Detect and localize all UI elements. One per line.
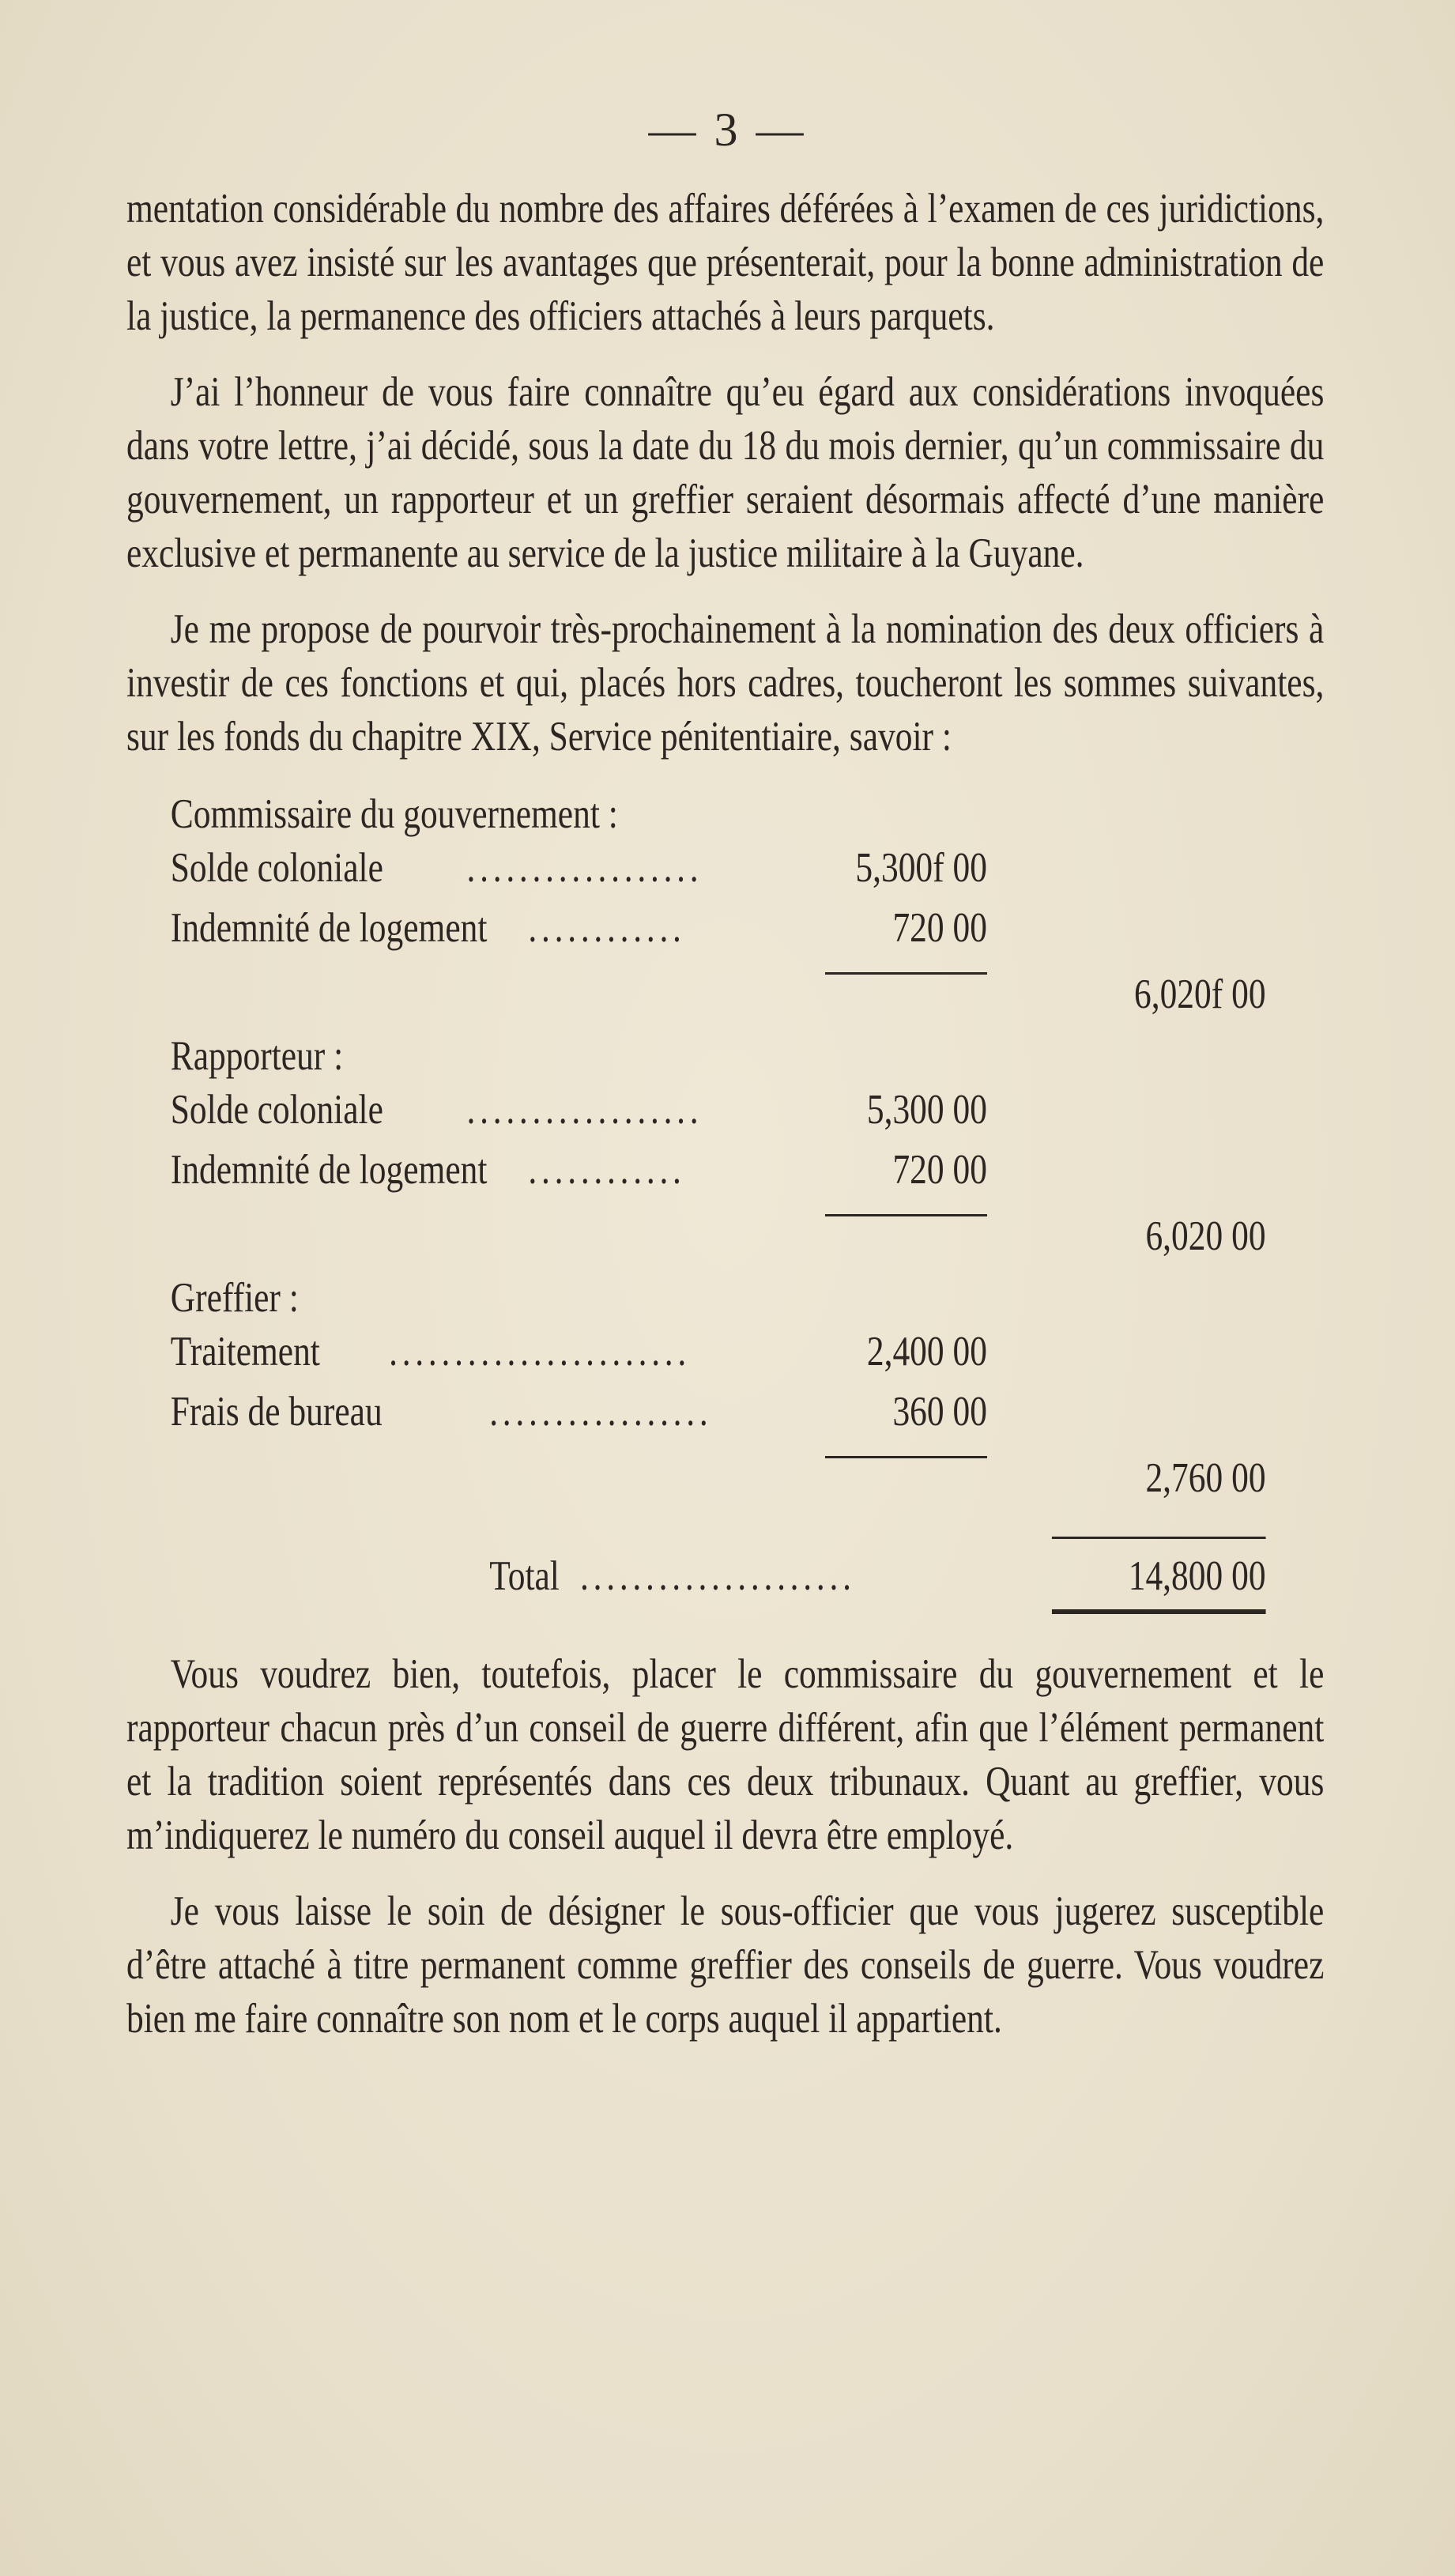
total-rule-bottom — [1052, 1609, 1266, 1614]
section-heading-greffier: Greffier : — [170, 1275, 299, 1321]
budget-row — [126, 841, 1324, 901]
subtotal-row — [126, 1203, 1324, 1263]
budget-amount: 2,400 00 — [866, 1329, 987, 1375]
budget-row — [126, 1385, 1324, 1445]
paragraph-2: J’ai l’honneur de vous faire connaître qu’eu égard aux considérations invoquées dans votre lettre, j’ai décidé, sous la date du 18 du mois dernier, qu’un commissaire du gouvernement, un rapporteur et un greffier seraient désormais affecté d’une manière exclusive et permanente au service de la justice militaire à la Guyane. — [126, 369, 1325, 576]
budget-amount: 720 00 — [892, 1147, 987, 1193]
leader-dots: ..................... — [580, 1553, 856, 1599]
total-amount: 14,800 00 — [1128, 1553, 1266, 1599]
budget-amount: 360 00 — [892, 1389, 987, 1435]
budget-amount: 5,300f 00 — [855, 845, 987, 891]
leader-dots: .................. — [466, 845, 703, 891]
section-heading-commissaire: Commissaire du gouvernement : — [170, 791, 618, 837]
subtotal-rule — [825, 1214, 987, 1216]
budget-label: Traitement — [170, 1329, 320, 1375]
budget-label: Indemnité de logement — [170, 905, 488, 951]
subtotal-amount: 6,020 00 — [1145, 1213, 1266, 1259]
subtotal-rule — [825, 972, 987, 975]
leader-dots: ................. — [489, 1389, 713, 1435]
budget-row — [126, 1325, 1324, 1385]
subtotal-row — [126, 961, 1324, 1021]
paragraph-1: mentation considérable du nombre des affaires déférées à l’examen de ces juridictions, et vous avez insisté sur les avantages que présenterait, pour la bonne administration de la justice, la permanence des officiers attachés à leurs parquets. — [126, 186, 1325, 339]
total-label: Total — [489, 1553, 560, 1599]
section-heading-rapporteur: Rapporteur : — [170, 1033, 344, 1079]
paragraph-4: Vous voudrez bien, toutefois, placer le commissaire du gouvernement et le rapporteur chacun près d’un conseil de guerre différent, afin que l’élément permanent et la tradition soient représentés dans ces deux tribunaux. Quant au greffier, vous m’indiquerez le numéro du conseil auquel il devra être employé. — [126, 1651, 1325, 1858]
paragraph-3: Je me propose de pourvoir très-prochainement à la nomination des deux officiers à investir de ces fonctions et qui, placés hors cadres, toucheront les sommes suivantes, sur les fonds du chapitre XIX, Service pénitentiaire, savoir : — [126, 606, 1325, 760]
paragraph-5: Je vous laisse le soin de désigner le sous-officier que vous jugerez susceptible d’être attaché à titre permanent comme greffier des conseils de guerre. Vous voudrez bien me faire connaître son nom et le corps auquel il appartient. — [126, 1888, 1325, 2042]
budget-row — [126, 901, 1324, 961]
budget-label: Solde coloniale — [170, 845, 383, 891]
budget-row — [126, 1083, 1324, 1143]
budget-amount: 5,300 00 — [866, 1087, 987, 1133]
budget-row — [126, 1143, 1324, 1203]
subtotal-amount: 6,020f 00 — [1133, 971, 1266, 1017]
subtotal-rule — [825, 1456, 987, 1458]
budget-amount: 720 00 — [892, 905, 987, 951]
budget-label: Solde coloniale — [170, 1087, 383, 1133]
body-text — [126, 182, 1324, 2046]
total-rule-top — [1052, 1537, 1266, 1539]
leader-dots: ....................... — [389, 1329, 692, 1375]
subtotal-amount: 2,760 00 — [1145, 1455, 1266, 1501]
leader-dots: ............ — [528, 1147, 686, 1193]
leader-dots: .................. — [466, 1087, 703, 1133]
budget-label: Indemnité de logement — [170, 1147, 488, 1193]
page-number: — 3 — — [648, 104, 807, 156]
leader-dots: ............ — [528, 905, 686, 951]
total-row — [126, 1537, 1324, 1608]
subtotal-row — [126, 1445, 1324, 1505]
budget-label: Frais de bureau — [170, 1389, 383, 1435]
